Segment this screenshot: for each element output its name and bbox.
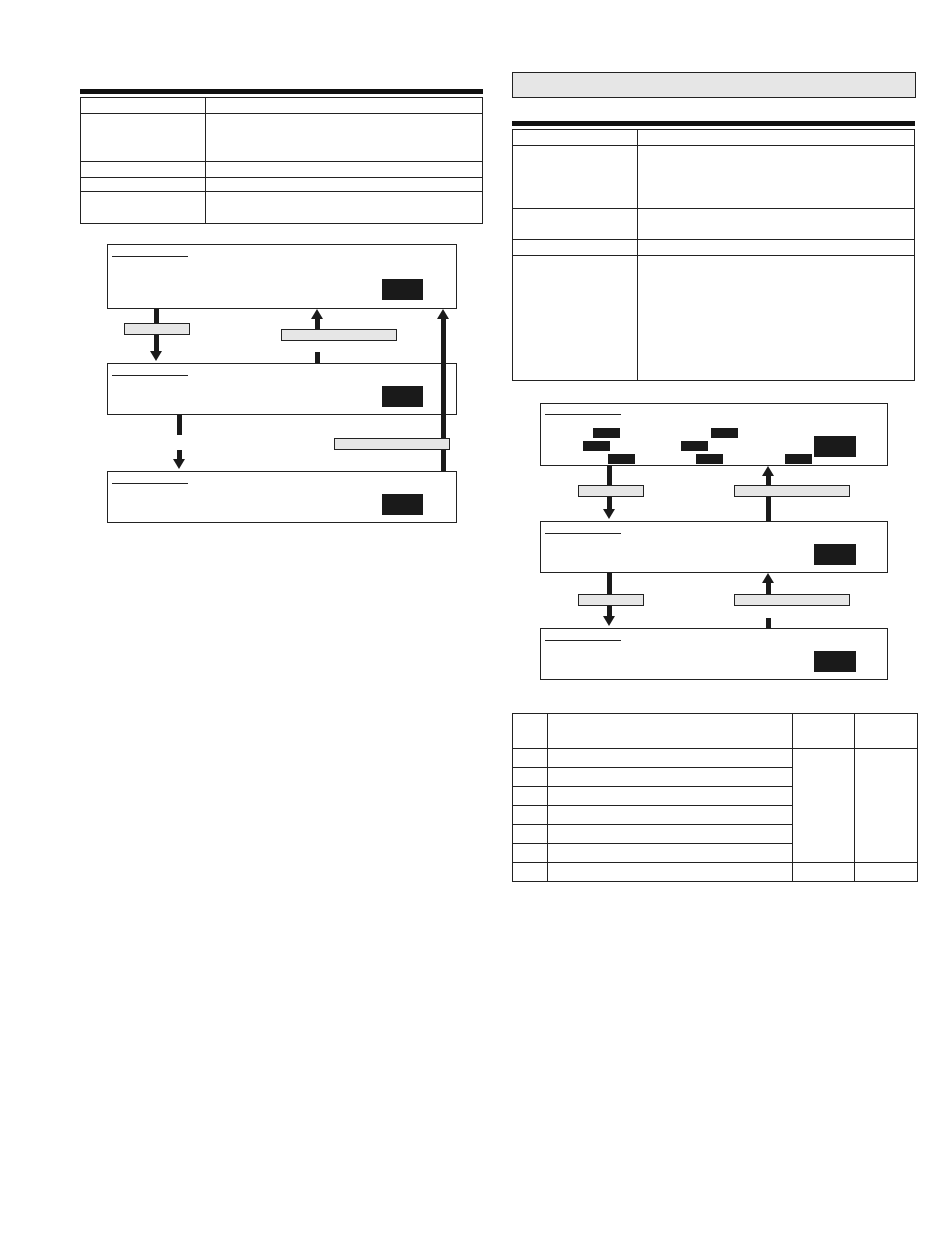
arrow-up-head	[762, 466, 774, 476]
table-cell	[548, 806, 793, 825]
screen-title-underline	[545, 533, 621, 534]
table-cell	[513, 863, 548, 882]
table-row	[513, 863, 918, 882]
table-header-cell	[855, 714, 918, 749]
screen-box-3	[107, 471, 457, 523]
table-cell	[548, 863, 793, 882]
table-cell	[638, 209, 915, 240]
table-cell	[513, 130, 638, 146]
table-cell	[513, 768, 548, 787]
black-key-small[interactable]	[583, 441, 610, 451]
black-key-button[interactable]	[382, 386, 423, 407]
table-cell	[81, 178, 206, 192]
black-key-button[interactable]	[814, 544, 856, 565]
grey-key-button[interactable]	[734, 594, 850, 606]
table-cell	[206, 192, 483, 224]
table-cell	[855, 863, 918, 882]
right-spec-table	[512, 129, 915, 381]
black-key-button[interactable]	[382, 494, 423, 515]
table-cell	[513, 146, 638, 209]
table-cell	[206, 178, 483, 192]
arrow-down-dash	[177, 415, 182, 435]
arrow-up-head	[437, 309, 449, 319]
table-cell	[548, 749, 793, 768]
table-cell	[793, 863, 855, 882]
table-cell	[513, 240, 638, 256]
table-row	[513, 749, 918, 768]
black-key-button[interactable]	[814, 436, 856, 457]
screen-title-underline	[112, 256, 188, 257]
grey-key-button[interactable]	[281, 329, 397, 341]
table-cell	[513, 787, 548, 806]
table-cell	[513, 844, 548, 863]
screen-title-underline	[112, 375, 188, 376]
left-spec-table	[80, 97, 483, 224]
grey-key-button[interactable]	[578, 485, 644, 497]
table-cell	[206, 98, 483, 114]
black-key-small[interactable]	[681, 441, 708, 451]
arrow-up-shaft-dash	[315, 352, 320, 363]
screen-box-1	[107, 244, 457, 309]
arrow-up-head	[311, 309, 323, 319]
arrow-down-head	[603, 616, 615, 626]
arrow-down-head	[150, 351, 162, 361]
table-cell-merged	[793, 749, 855, 863]
table-cell	[206, 162, 483, 178]
table-cell	[638, 130, 915, 146]
table-cell	[548, 768, 793, 787]
right-list-table	[512, 713, 918, 882]
black-key-small[interactable]	[711, 428, 738, 438]
screen-box-2	[540, 521, 888, 573]
section-header-bar	[512, 72, 916, 98]
table-cell	[206, 114, 483, 162]
table-header-cell	[548, 714, 793, 749]
arrow-down-head	[173, 459, 185, 469]
table-header-cell	[793, 714, 855, 749]
table-cell	[548, 844, 793, 863]
grey-key-button[interactable]	[124, 323, 190, 335]
screen-title-underline	[545, 414, 621, 415]
table-cell	[638, 146, 915, 209]
arrow-up-shaft-dash	[766, 618, 771, 628]
table-cell-merged	[855, 749, 918, 863]
right-table-top-rule	[512, 121, 915, 126]
screen-box-3	[540, 628, 888, 680]
table-cell	[81, 192, 206, 224]
black-key-small[interactable]	[593, 428, 620, 438]
screen-title-underline	[545, 640, 621, 641]
table-cell	[638, 256, 915, 381]
table-cell	[81, 162, 206, 178]
arrow-up-shaft	[766, 476, 771, 521]
table-cell	[513, 209, 638, 240]
black-key-small[interactable]	[608, 454, 635, 464]
black-key-small[interactable]	[696, 454, 723, 464]
arrow-up-head	[762, 573, 774, 583]
arrow-down-shaft	[177, 450, 182, 459]
grey-key-button[interactable]	[578, 594, 644, 606]
table-cell	[548, 787, 793, 806]
table-header-cell	[513, 714, 548, 749]
arrow-down-head	[603, 509, 615, 519]
table-cell	[638, 240, 915, 256]
table-cell	[513, 806, 548, 825]
grey-key-button[interactable]	[734, 485, 850, 497]
screen-title-underline	[112, 483, 188, 484]
table-cell	[548, 825, 793, 844]
grey-key-button[interactable]	[334, 438, 450, 450]
black-key-button[interactable]	[814, 651, 856, 672]
left-table-top-rule	[80, 89, 483, 94]
screen-box-1	[540, 403, 888, 466]
screen-box-2	[107, 363, 457, 415]
black-key-small[interactable]	[785, 454, 812, 464]
arrow-up-shaft	[766, 583, 771, 594]
table-cell	[81, 98, 206, 114]
table-cell	[513, 256, 638, 381]
table-cell	[513, 749, 548, 768]
table-cell	[81, 114, 206, 162]
black-key-button[interactable]	[382, 279, 423, 300]
table-cell	[513, 825, 548, 844]
